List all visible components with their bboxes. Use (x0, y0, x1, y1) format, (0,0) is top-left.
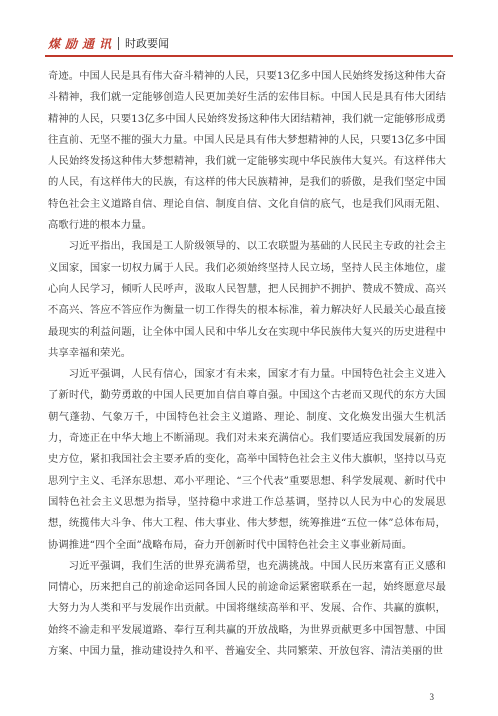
article-body (48, 66, 446, 662)
page-number: 3 (429, 692, 434, 702)
paragraph: 奇迹。中国人民是具有伟大奋斗精神的人民，只要13亿多中国人民始终发扬这种伟大奋斗精神，我们就一定能够创造人民更加美好生活的宏伟目标。中国人民是具有伟大团结精神的人民，只要13亿多中国人民始终发扬这种伟大团结精神，我们就一定能够形成勇往直前、无坚不摧的强大力量。中国人民是具有伟大梦想精神的人民，只要13亿多中国人民始终发扬这种伟大梦想精神，我们就一定能够实现中华民族伟大复兴。有这样伟大的人民，有这样伟大的民族，有这样的伟大民族精神，是我们的骄傲，是我们坚定中国特色社会主义道路自信、理论自信、制度自信、文化自信的底气，也是我们风雨无阻、高歌行进的根本力量。 (48, 70, 446, 232)
section-title: 时政要闻 (125, 37, 170, 50)
paragraph: 习近平强调，人民有信心，国家才有未来，国家才有力量。中国特色社会主义进入了新时代，勤劳勇敢的中国人民更加自信自尊自强。中国这个古老而又现代的东方大国朝气蓬勃、气象万千，中国特色社会主义道路、理论、制度、文化焕发出强大生机活力，奇迹正在中华大地上不断涌现。我们对未来充满信心。我们要适应我国发展新的历史方位，紧扣我国社会主要矛盾的变化，高举中国特色社会主义伟大旗帜，坚持以马克思列宁主义、毛泽东思想、邓小平理论、“三个代表”重要思想、科学发展观、新时代中国特色社会主义思想为指导，坚持稳中求进工作总基调，坚持以人民为中心的发展思想，统揽伟大斗争、伟大工程、伟大事业、伟大梦想，统筹推进“五位一体”总体布局，协调推进“四个全面”战略布局，奋力开创新时代中国特色社会主义事业新局面。 (48, 368, 446, 551)
brand-title: 煤励通讯 (48, 36, 117, 51)
header-rule (45, 55, 453, 57)
paragraph: 习近平指出，我国是工人阶级领导的、以工农联盟为基础的人民民主专政的社会主义国家，国家一切权力属于人民。我们必须始终坚持人民立场，坚持人民主体地位，虚心向人民学习，倾听人民呼声，汲取人民智慧，把人民拥护不拥护、赞成不赞成、高兴不高兴、答应不答应作为衡量一切工作得失的根本标准，着力解决好人民最关心最直接最现实的利益问题，让全体中国人民和中华儿女在实现中华民族伟大复兴的历史进程中共享幸福和荣光。 (48, 240, 446, 359)
page-header (48, 34, 169, 52)
paragraph: 习近平强调，我们生活的世界充满希望，也充满挑战。中国人民历来富有正义感和同情心，历来把自己的前途命运同各国人民的前途命运紧密联系在一起，始终愿意尽最大努力为人类和平与发展作出贡献。中国将继续高举和平、发展、合作、共赢的旗帜，始终不渝走和平发展道路、奉行互利共赢的开放战略，为世界贡献更多中国智慧、中国方案、中国力量，推动建设持久和平、普遍安全、共同繁荣、开放包容、清洁美丽的世 (48, 559, 446, 658)
header-divider (118, 37, 119, 50)
